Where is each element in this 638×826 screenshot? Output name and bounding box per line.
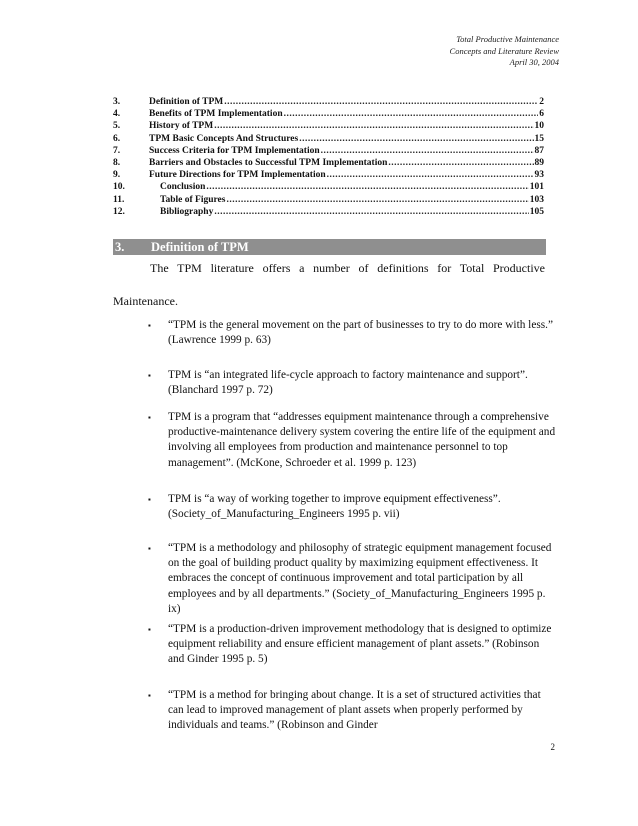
bullet-square-icon: ▪ xyxy=(148,413,151,422)
toc-entry-number: 4. xyxy=(113,109,121,120)
table-of-contents xyxy=(113,96,544,218)
intro-line-1: The TPM literature offers a number of definitions for Total Productive xyxy=(150,261,545,275)
page-header xyxy=(450,34,559,69)
definition-item xyxy=(148,622,558,668)
bullet-square-icon: ▪ xyxy=(148,544,151,553)
toc-entry-title: Future Directions for TPM Implementation xyxy=(149,170,326,181)
definition-text: “TPM is a method for bringing about change. It is a set of structured activities that can lead to improved management of plant assets when properly performed by individuals and teams.” (Robinson and Ginder xyxy=(168,689,541,732)
definition-text: TPM is a program that “addresses equipment maintenance through a comprehensive productive-maintenance delivery system covering the entire life of the equipment and involving all employees from production and maintenance personnel to top management”. (McKone, Schroeder et al. 1999 p. 123) xyxy=(168,411,556,469)
definition-item xyxy=(148,318,558,348)
definition-text: TPM is “an integrated life-cycle approach to factory maintenance and support”. (Blanchard 1997 p. 72) xyxy=(168,369,528,397)
toc-entry-title: Conclusion xyxy=(160,182,206,193)
definition-item xyxy=(148,410,558,471)
toc-dot-leader xyxy=(388,157,533,169)
toc-dot-leader xyxy=(284,108,539,120)
toc-entry[interactable] xyxy=(113,96,544,108)
toc-entry-number: 10. xyxy=(113,182,125,193)
toc-entry-page: 10 xyxy=(534,121,544,132)
toc-dot-leader xyxy=(206,181,528,193)
toc-entry-page: 105 xyxy=(529,206,544,217)
toc-entry[interactable] xyxy=(113,169,544,181)
header-doc-title: Total Productive Maintenance xyxy=(456,34,559,44)
toc-entry-number: 3. xyxy=(113,97,121,107)
bullet-square-icon: ▪ xyxy=(148,691,151,700)
bullet-square-icon: ▪ xyxy=(148,321,151,330)
toc-dot-leader xyxy=(299,133,533,145)
definition-item xyxy=(148,541,558,617)
toc-entry[interactable] xyxy=(113,157,544,169)
toc-entry-page: 101 xyxy=(529,182,544,193)
toc-entry[interactable] xyxy=(113,108,544,120)
toc-entry-title: Table of Figures xyxy=(160,194,226,205)
header-date: April 30, 2004 xyxy=(509,57,559,67)
toc-entry-page: 89 xyxy=(534,157,544,168)
definition-text: “TPM is a production-driven improvement methodology that is designed to optimize equipment reliability and ensure efficient management of plant assets.” (Robinson and Ginder 1995 p. 5) xyxy=(168,623,552,666)
section-heading xyxy=(113,239,546,255)
toc-dot-leader xyxy=(226,194,528,206)
toc-entry-title: Definition of TPM xyxy=(149,97,224,107)
toc-entry-number: 8. xyxy=(113,157,121,168)
toc-entry-title: Bibliography xyxy=(160,206,214,217)
toc-dot-leader xyxy=(214,206,528,218)
definition-item xyxy=(148,368,558,398)
toc-entry-page: 103 xyxy=(529,194,544,205)
toc-dot-leader xyxy=(327,169,534,181)
header-doc-subtitle: Concepts and Literature Review xyxy=(449,45,559,56)
page-number: 2 xyxy=(550,742,555,752)
toc-entry-title: Success Criteria for TPM Implementation xyxy=(149,145,320,156)
definition-text: TPM is “a way of working together to improve equipment effectiveness”. (Society_of_Manufacturing_Engineers 1995 p. vii) xyxy=(168,493,501,521)
toc-entry-title: Benefits of TPM Implementation xyxy=(149,109,283,120)
toc-entry-title: TPM Basic Concepts And Structures xyxy=(149,133,299,144)
definition-text: “TPM is a methodology and philosophy of strategic equipment management focused on the goal of building product quality by maximizing equipment effectiveness. It embraces the concept of continuous improvement and total participation by all employees and by all departments.” (Society_of_Manufacturing_Engineers 1995 p. ix) xyxy=(168,542,552,615)
toc-entry-number: 9. xyxy=(113,170,121,181)
intro-line-2: Maintenance. xyxy=(113,294,178,308)
toc-entry[interactable] xyxy=(113,194,544,206)
intro-paragraph xyxy=(113,259,545,310)
toc-entry-title: History of TPM xyxy=(149,121,214,132)
toc-entry[interactable] xyxy=(113,133,544,145)
toc-entry-page: 93 xyxy=(534,170,544,181)
toc-entry-number: 5. xyxy=(113,121,121,132)
toc-entry-number: 11. xyxy=(113,194,125,205)
toc-dot-leader xyxy=(214,120,533,132)
section-number: 3. xyxy=(115,240,125,254)
definition-item xyxy=(148,492,558,522)
bullet-square-icon: ▪ xyxy=(148,371,151,380)
definition-item xyxy=(148,688,558,734)
definition-text: “TPM is the general movement on the part of businesses to try to do more with less.” (Lawrence 1999 p. 63) xyxy=(168,319,553,347)
toc-entry[interactable] xyxy=(113,120,544,132)
toc-entry-page: 87 xyxy=(534,145,544,156)
toc-entry-number: 12. xyxy=(113,206,125,217)
section-title: Definition of TPM xyxy=(151,240,249,254)
toc-entry[interactable] xyxy=(113,181,544,193)
toc-entry-number: 7. xyxy=(113,145,121,156)
toc-entry[interactable] xyxy=(113,206,544,218)
bullet-square-icon: ▪ xyxy=(148,625,151,634)
toc-dot-leader xyxy=(321,145,534,157)
toc-entry-title: Barriers and Obstacles to Successful TPM Implementation xyxy=(149,157,388,168)
toc-entry-number: 6. xyxy=(113,133,121,144)
toc-entry-page: 2 xyxy=(539,97,544,107)
bullet-square-icon: ▪ xyxy=(148,495,151,504)
toc-dot-leader xyxy=(224,96,538,108)
toc-entry[interactable] xyxy=(113,145,544,157)
toc-entry-page: 6 xyxy=(539,109,544,120)
toc-entry-page: 15 xyxy=(534,133,544,144)
